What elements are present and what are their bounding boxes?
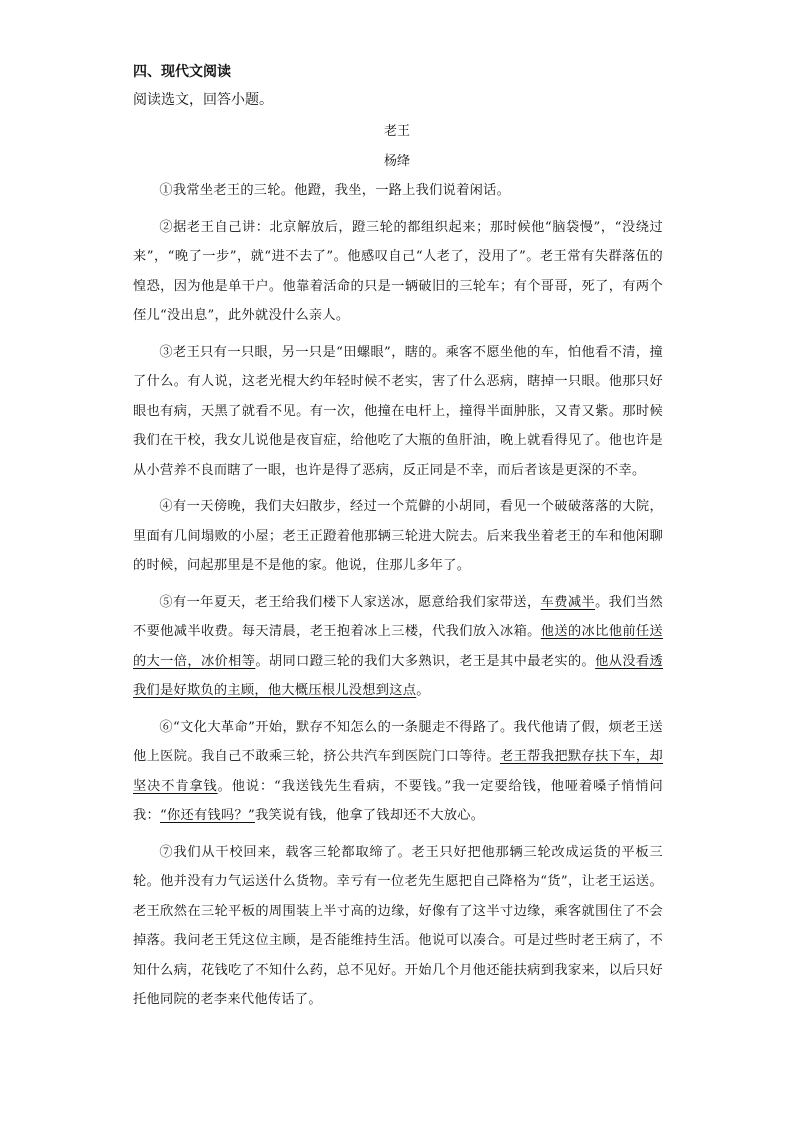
article-title: 老王 (383, 124, 410, 139)
article-body (133, 176, 663, 1022)
paragraph-1 (133, 176, 663, 206)
section-heading: 四、现代文阅读 (133, 64, 231, 80)
paragraph-text: ⑤有一年夏天，老王给我们楼下人家送冰，愿意给我们家带送， (159, 594, 541, 610)
paragraph-text: 。我们当然不要他减半收费。每天清晨，老王抱着冰上三楼，代我们放入冰箱。 (133, 594, 664, 639)
paragraph-text: ④有一天傍晚，我们夫妇散步，经过一个荒僻的小胡同，看见一个破破落落的大院，里面有几间塌败的小屋；老王正蹬着他那辆三轮进大院去。后来我坐着老王的车和他闲聊的时候，问起那里是不是他的家。他说，住那儿多年了。 (133, 499, 663, 573)
paragraph-text: ⑦我们从干校回来，载客三轮都取缔了。老王只好把他那辆三轮改成运货的平板三轮。他并没有力气运送什么货物。幸亏有一位老先生愿把自己降格为“货”，让老王运送。老王欣然在三轮平板的周围装上半寸高的边缘，好像有了这半寸边缘，乘客就围住了不会掉落。我问老王凭这位主顾，是否能维持生活。他说可以凑合。可是过些时老王病了，不知什么病，花钱吃了不知什么药，总不见好。开始几个月他还能扶病到我家来，以后只好托他同院的老李来代他传话了。 (133, 844, 663, 1007)
paragraph-text: ①我常坐老王的三轮。他蹬，我坐，一路上我们说着闲话。 (159, 183, 511, 198)
paragraph-text: ②据老王自己讲：北京解放后，蹬三轮的都组织起来；那时候他“脑袋慢”，“没绕过来”，“晚了一步”，就“进不去了”。他感叹自己“人老了，没用了”。老王常有失群落伍的惶恐，因为他是单干户。他靠着活命的只是一辆破旧的三轮车；有个哥哥，死了，有两个侄儿“没出息”，此外就没什么亲人。 (133, 219, 663, 323)
paragraph-2 (133, 213, 663, 331)
paragraph-4 (133, 492, 663, 581)
paragraph-text: ⑥“文化大革命”开始，默存不知怎么的一条腿走不得路了。我代他请了假，烦老王送他上医院。我自己不敢乘三轮，挤公共汽车到医院门口等待。 (133, 719, 663, 764)
underlined-phrase: 老王帮我把默存扶下车，却坚决不肯拿钱 (133, 749, 663, 794)
underlined-phrase: 他送的冰比他前任送的大一倍，冰价相等 (133, 624, 664, 669)
underlined-phrase: “你还有钱吗？” (159, 808, 255, 823)
underlined-phrase: 他从没看透我们是好欺负的主顾，他大概压根儿没想到这点 (133, 653, 664, 698)
paragraph-5 (133, 588, 663, 706)
paragraph-text: 。胡同口蹬三轮的我们大多熟识，老王是其中最老实的。 (255, 653, 596, 669)
underlined-phrase: 车费减半 (540, 594, 596, 610)
paragraph-text: 。他说：“我送钱先生看病，不要钱。”我一定要给钱，他哑着嗓子悄悄问我： (133, 778, 663, 823)
paragraph-3 (133, 338, 663, 486)
paragraph-7 (133, 838, 663, 1015)
paragraph-text: ③老王只有一只眼，另一只是“田螺眼”，瞎的。乘客不愿坐他的车，怕他看不清，撞了什么。有人说，这老光棍大约年轻时候不老实，害了什么恶病，瞎掉一只眼。他那只好眼也有病，天黑了就看不见。有一次，他撞在电杆上，撞得半面肿胀，又青又紫。那时候我们在干校，我女儿说他是夜盲症，给他吃了大瓶的鱼肝油，晚上就看得见了。他也许是从小营养不良而瞎了一眼，也许是得了恶病，反正同是不幸，而后者该是更深的不幸。 (133, 344, 663, 478)
paragraph-text: 我笑说有钱，他拿了钱却还不大放心。 (255, 808, 485, 823)
reading-instruction: 阅读选文，回答小题。 (133, 92, 273, 108)
paragraph-text: 。 (416, 683, 430, 698)
article-author: 杨绛 (383, 154, 410, 169)
paragraph-6 (133, 713, 663, 831)
